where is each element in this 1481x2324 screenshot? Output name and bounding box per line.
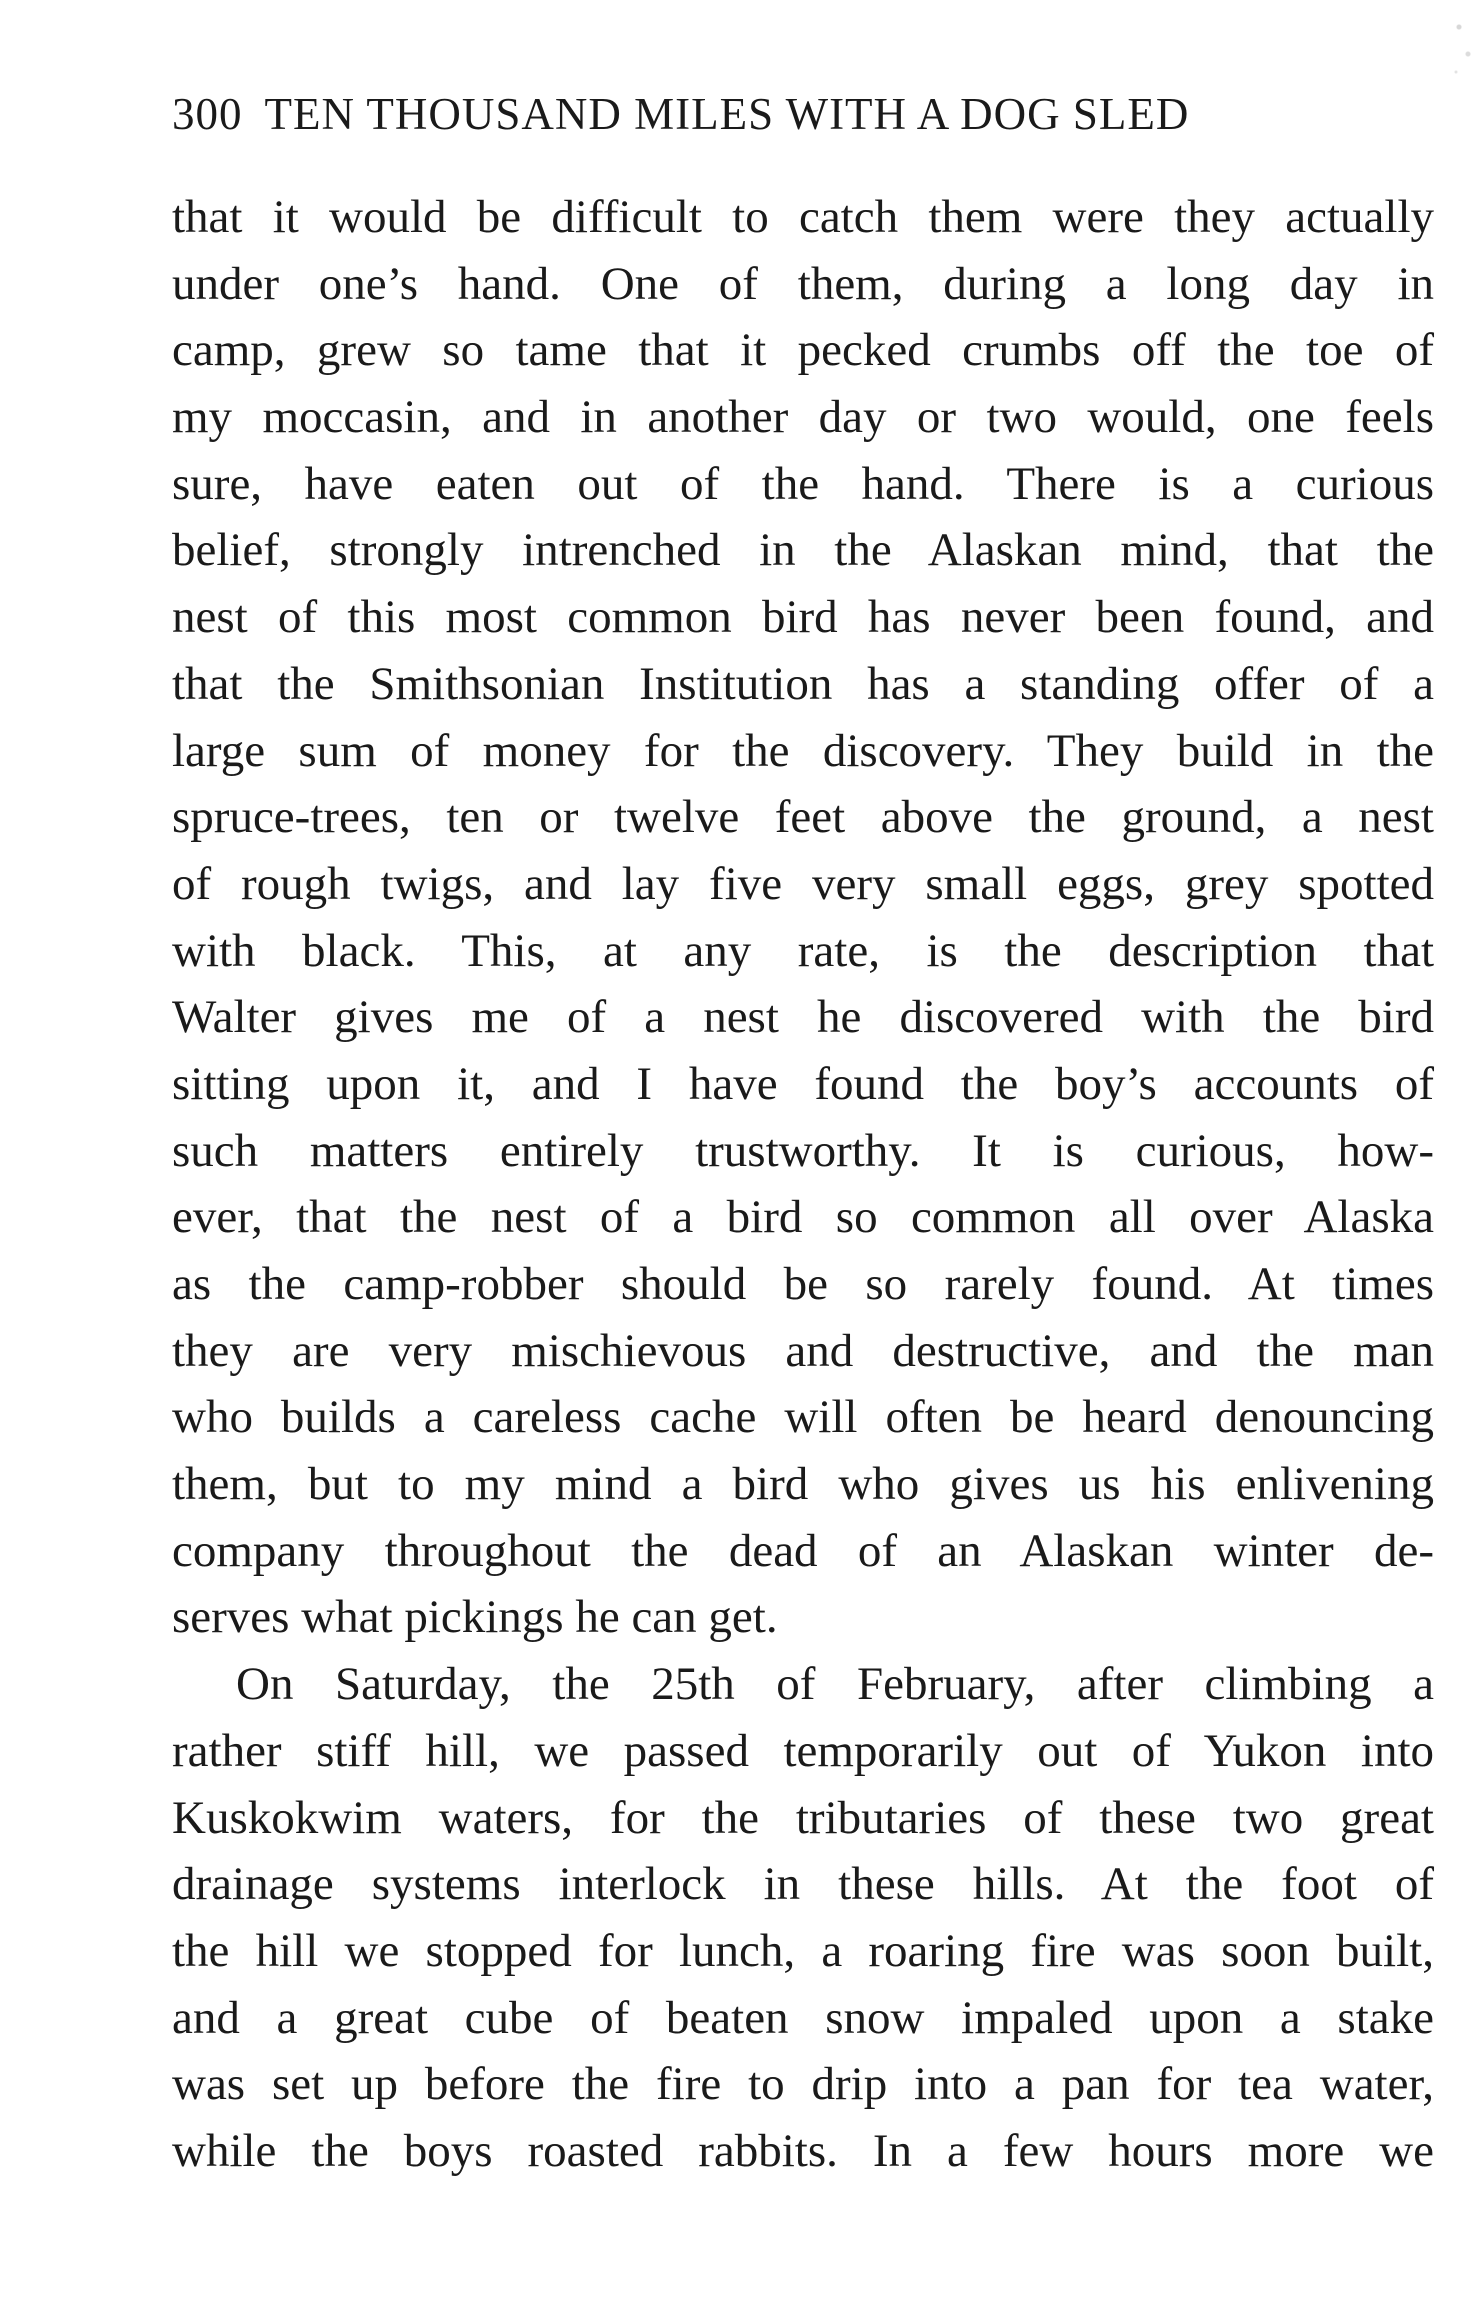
- running-head: [172, 84, 1432, 144]
- text-line: sure, have eaten out of the hand. There is a curious: [172, 457, 1434, 510]
- text-line: company throughout the dead of an Alaskan winter de-: [172, 1524, 1434, 1577]
- text-line: camp, grew so tame that it pecked crumbs off the toe of: [172, 324, 1434, 377]
- running-title: TEN THOUSAND MILES WITH A DOG SLED: [264, 89, 1190, 139]
- paragraph-end-line: serves what pickings he can get.: [172, 1591, 778, 1644]
- text-line: sitting upon it, and I have found the boy’s accounts of: [172, 1057, 1434, 1110]
- text-line: drainage systems interlock in these hills. At the foot of: [172, 1858, 1434, 1911]
- body-text: [172, 184, 1434, 2185]
- text-line: they are very mischievous and destructive, and the man: [172, 1324, 1434, 1377]
- text-line: them, but to my mind a bird who gives us his enlivening: [172, 1458, 1434, 1511]
- text-line: Walter gives me of a nest he discovered with the bird: [172, 991, 1434, 1044]
- text-line: that it would be difficult to catch them were they actually: [172, 191, 1434, 243]
- text-line: while the boys roasted rabbits. In a few hours more we: [172, 2124, 1434, 2177]
- text-line: my moccasin, and in another day or two would, one feels: [172, 391, 1434, 444]
- page-number: 300: [172, 89, 243, 139]
- text-line: as the camp-robber should be so rarely found. At times: [172, 1258, 1434, 1310]
- text-line: Kuskokwim waters, for the tributaries of these two great: [172, 1791, 1434, 1844]
- text-line: of rough twigs, and lay five very small eggs, grey spotted: [172, 857, 1434, 910]
- text-line: and a great cube of beaten snow impaled upon a stake: [172, 1991, 1434, 2044]
- text-line: ever, that the nest of a bird so common all over Alaska: [172, 1191, 1434, 1244]
- text-line: belief, strongly intrenched in the Alaskan mind, that the: [172, 524, 1434, 577]
- text-line: was set up before the fire to drip into a pan for tea water,: [172, 2058, 1434, 2111]
- text-line: who builds a careless cache will often be heard denouncing: [172, 1391, 1434, 1444]
- text-line: with black. This, at any rate, is the description that: [172, 924, 1434, 977]
- text-line: large sum of money for the discovery. They build in the: [172, 724, 1434, 777]
- text-line: such matters entirely trustworthy. It is curious, how-: [172, 1124, 1434, 1177]
- text-line: rather stiff hill, we passed temporarily out of Yukon into: [172, 1724, 1434, 1777]
- text-line: nest of this most common bird has never been found, and: [172, 591, 1434, 644]
- paragraph-start-line: On Saturday, the 25th of February, after climbing a: [236, 1658, 1434, 1711]
- text-line: the hill we stopped for lunch, a roaring fire was soon built,: [172, 1924, 1434, 1977]
- paper-speck: [1447, 0, 1477, 90]
- text-line: spruce-trees, ten or twelve feet above the ground, a nest: [172, 791, 1434, 844]
- text-line: that the Smithsonian Institution has a standing offer of a: [172, 657, 1434, 710]
- text-line: under one’s hand. One of them, during a long day in: [172, 257, 1434, 310]
